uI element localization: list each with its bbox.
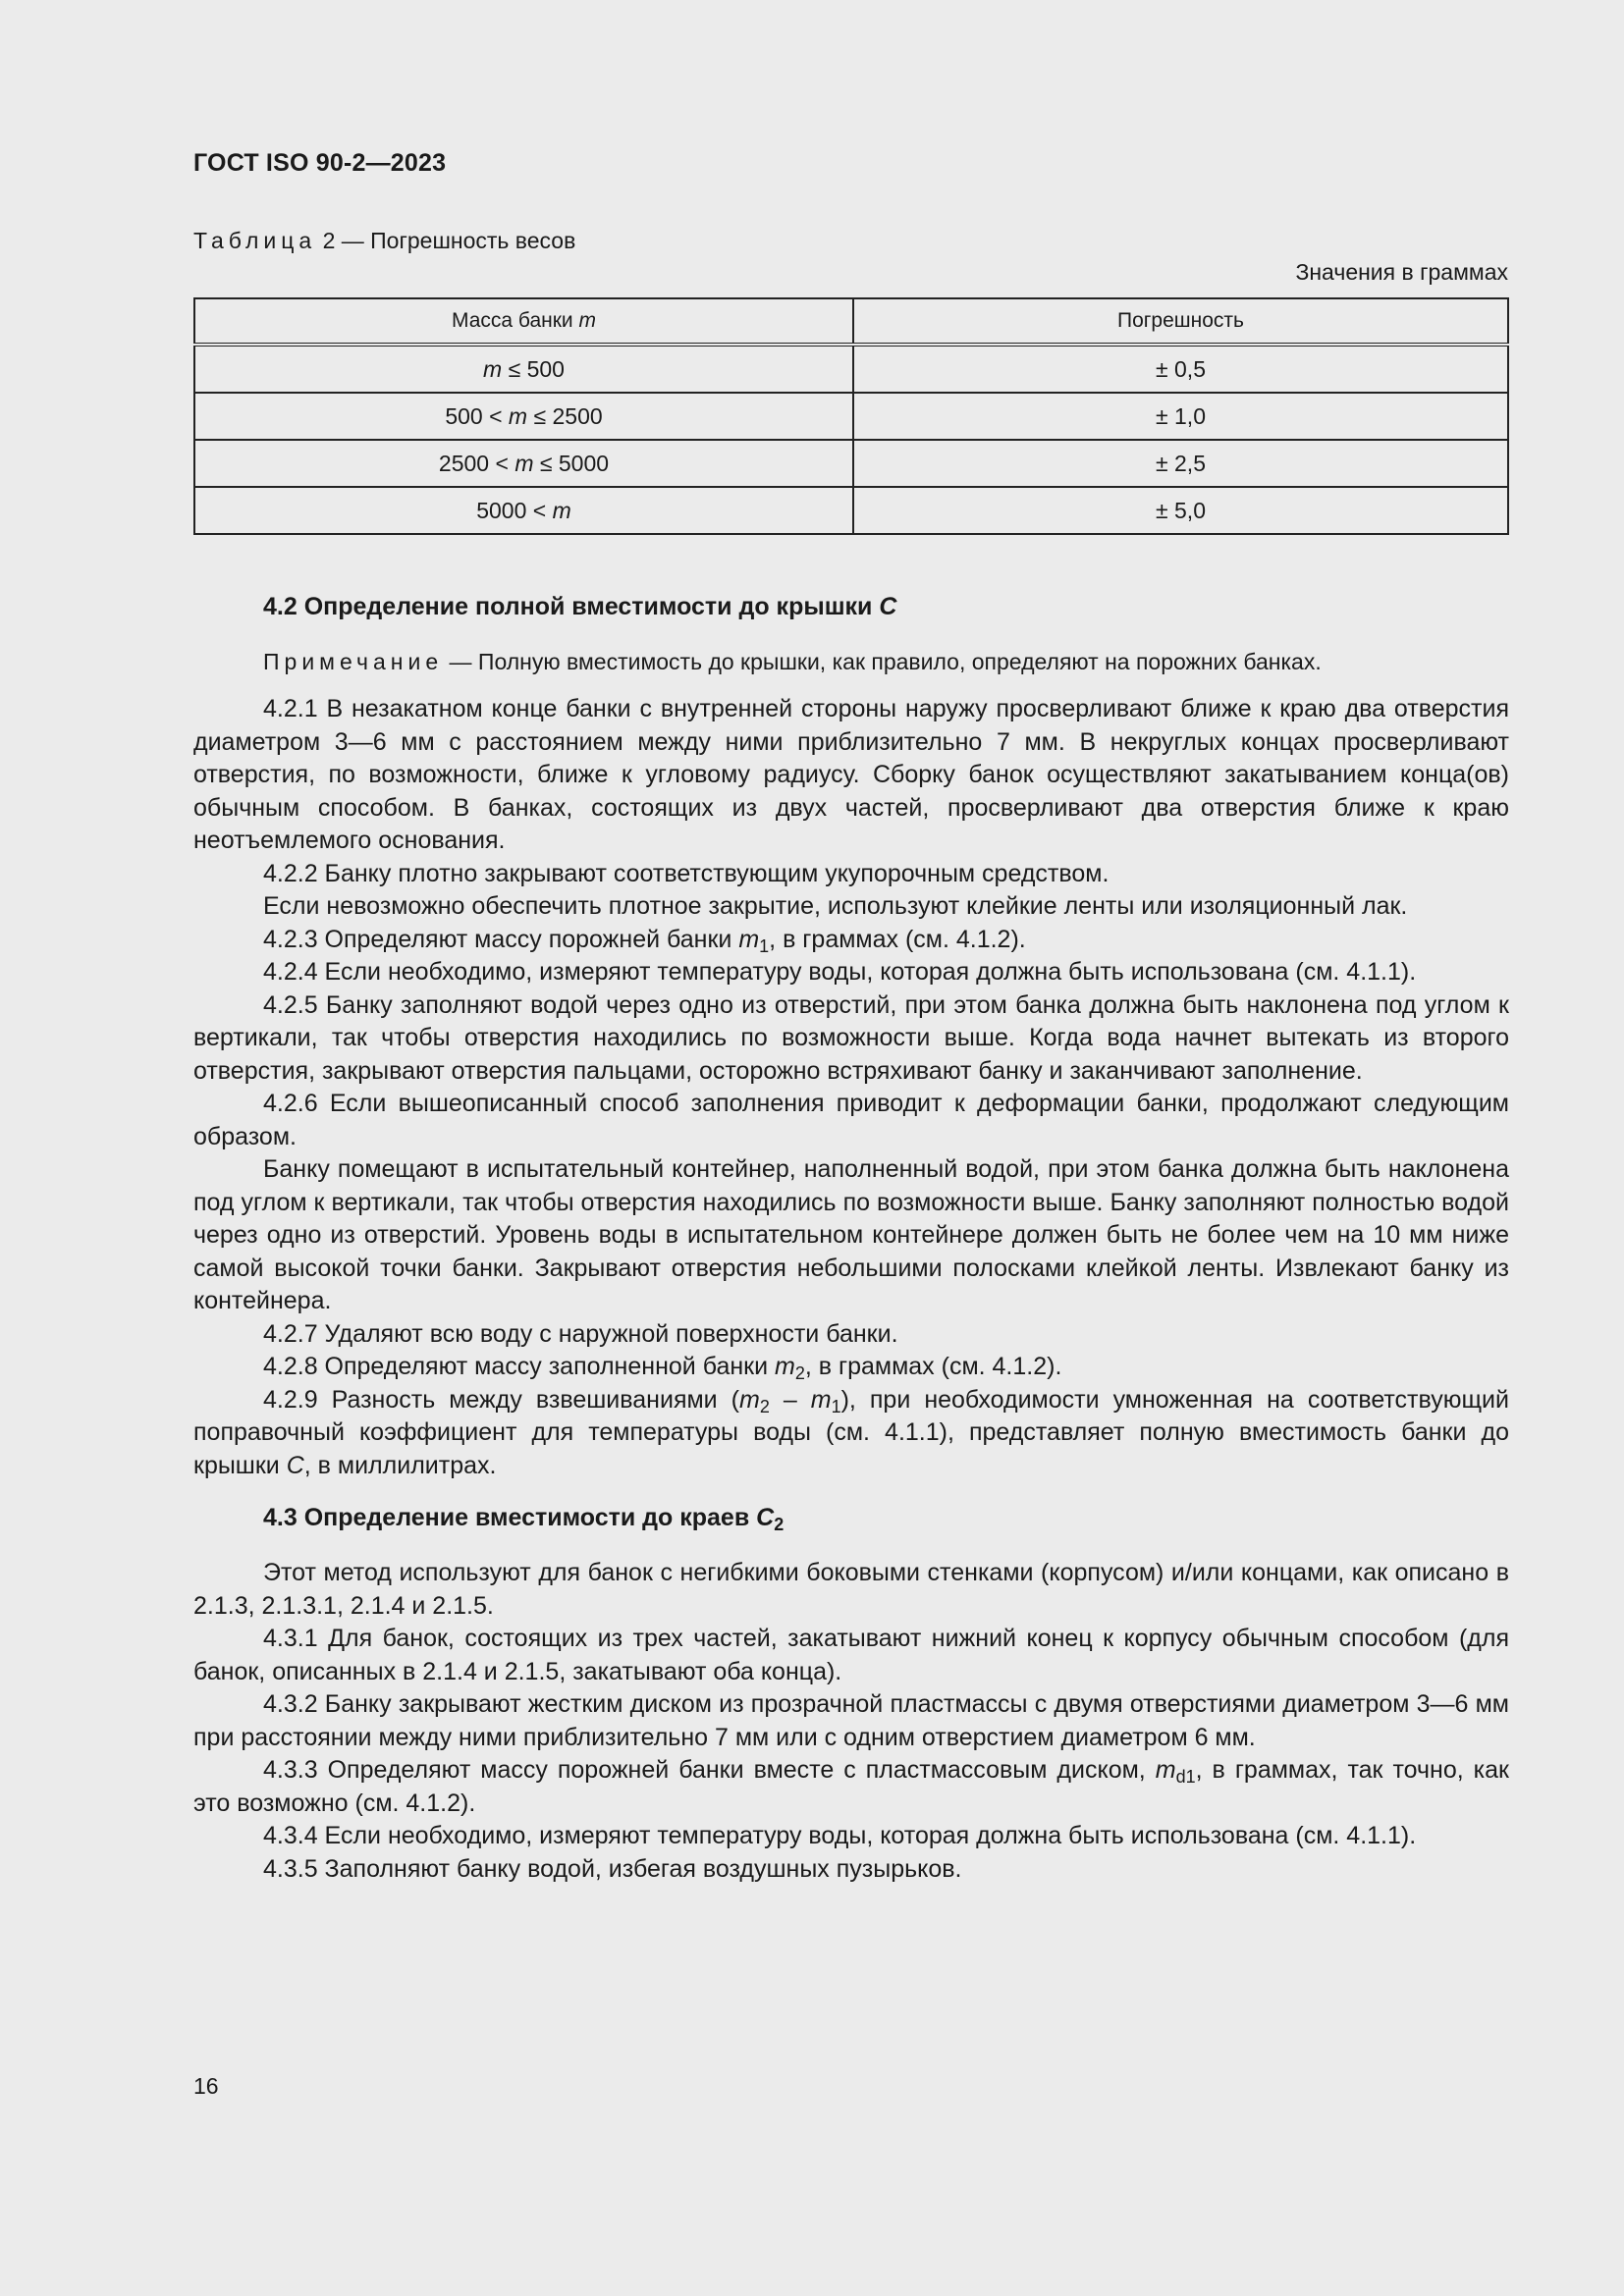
table-row bbox=[194, 393, 1508, 440]
paragraph-4-2-8: 4.2.8 Определяют массу заполненной банки $m_2$, в граммах (см. 4.1.2). bbox=[263, 1353, 1062, 1384]
paragraph-4-2-5: 4.2.5 Банку заполняют водой через одно из отверстий, при этом банка должна быть наклонена под углом к вертикали, так чтобы отверстия находились по возможности выше. Когда вода начнет вытекать из второго отверстия, закрывают отверстия пальцами, осторожно встряхивают банку и заканчивают заполнение. bbox=[193, 990, 1509, 1085]
page-number: 16 bbox=[193, 2073, 219, 2099]
paragraph-4-2-3: 4.2.3 Определяют массу порожней банки $m_1$, в граммах (см. 4.1.2). bbox=[263, 925, 1026, 956]
document-body bbox=[193, 587, 1509, 1886]
table-caption bbox=[193, 228, 575, 254]
mass-range-cell: 2500 < m ≤ 5000 bbox=[194, 440, 853, 487]
paragraph-4-2-7: 4.2.7 Удаляют всю воду с наружной поверхности банки. bbox=[263, 1319, 898, 1348]
paragraph-4-3-5: 4.3.5 Заполняют банку водой, избегая воздушных пузырьков. bbox=[263, 1854, 962, 1883]
paragraph-4-3-1: 4.3.1 Для банок, состоящих из трех частей, закатывают нижний конец к корпусу обычным способом (для банок, описанных в 2.1.4 и 2.1.5, закатывают оба конца). bbox=[193, 1625, 1509, 1685]
mass-range-cell: 5000 < m bbox=[194, 487, 853, 534]
weighing-error-table bbox=[193, 297, 1509, 535]
table-caption-text: 2 — Погрешность весов bbox=[322, 228, 576, 253]
error-value-cell: ± 1,0 bbox=[853, 393, 1508, 440]
paragraph-4-2-2: 4.2.2 Банку плотно закрывают соответствующим укупорочным средством. bbox=[263, 859, 1110, 887]
note: Примечание — Полную вместимость до крышки, как правило, определяют на порожних банках. bbox=[263, 649, 1322, 674]
column-header-error: Погрешность bbox=[853, 298, 1508, 345]
table-units: Значения в граммах bbox=[1295, 259, 1508, 285]
table-caption-prefix: Таблица bbox=[193, 228, 317, 253]
column-header-mass: Масса банки m bbox=[194, 298, 853, 345]
paragraph-4-2-6: 4.2.6 Если вышеописанный способ заполнения приводит к деформации банки, продолжают следующим образом. bbox=[193, 1090, 1509, 1150]
paragraph-4-3-3: 4.3.3 Определяют массу порожней банки вместе с пластмассовым диском, $m_{d1}$, в граммах, так точно, как это возможно (см. 4.1.2). bbox=[193, 1756, 1509, 1817]
standard-title: ГОСТ ISO 90-2—2023 bbox=[193, 149, 447, 177]
error-value-cell: ± 5,0 bbox=[853, 487, 1508, 534]
paragraph-4-3-intro: Этот метод используют для банок с негибкими боковыми стенками (корпусом) и/или концами, как описано в 2.1.3, 2.1.3.1, 2.1.4 и 2.1.5. bbox=[193, 1559, 1509, 1620]
paragraph-4-2-6-cont: Банку помещают в испытательный контейнер, наполненный водой, при этом банка должна быть наклонена под углом к вертикали, так чтобы отверстия находились по возможности выше. Банку заполняют полностью водой через одно из отверстий. Уровень воды в испытательном контейнере должен быть не более чем на 10 мм ниже самой высокой точки банки. Закрывают отверстия небольшими полосками клейкой ленты. Извлекают банку из контейнера. bbox=[193, 1155, 1509, 1314]
section-heading-4-3: 4.3 Определение вместимости до краев $C_2$ bbox=[263, 1504, 785, 1535]
paragraph-4-2-9: 4.2.9 Разность между взвешиваниями $(m_2 - m_1)$, при необходимости умноженная на соответствующий поправочный коэффициент для температуры воды (см. 4.1.1), представляет полную вместимость банки до крышки C, в миллилитрах. bbox=[193, 1385, 1509, 1479]
paragraph-4-2-2-cont: Если невозможно обеспечить плотное закрытие, используют клейкие ленты или изоляционный лак. bbox=[263, 892, 1408, 920]
table-header-row bbox=[194, 298, 1508, 345]
table-row bbox=[194, 345, 1508, 393]
table-row bbox=[194, 440, 1508, 487]
paragraph-4-3-2: 4.3.2 Банку закрывают жестким диском из прозрачной пластмассы с двумя отверстиями диаметром 3—6 мм при расстоянии между ними приблизительно 7 мм или с одним отверстием диаметром 6 мм. bbox=[193, 1690, 1509, 1751]
mass-range-cell: m ≤ 500 bbox=[194, 345, 853, 393]
error-value-cell: ± 0,5 bbox=[853, 345, 1508, 393]
paragraph-4-3-4: 4.3.4 Если необходимо, измеряют температуру воды, которая должна быть использована (см. 4.1.1). bbox=[263, 1822, 1417, 1849]
section-heading-4-2: 4.2 Определение полной вместимости до крышки C bbox=[263, 593, 897, 620]
paragraph-4-2-1: 4.2.1 В незакатном конце банки с внутренней стороны наружу просверливают ближе к краю два отверстия диаметром 3—6 мм с расстоянием между ними приблизительно 7 мм. В некруглых концах просверливают отверстия, по возможности, ближе к угловому радиусу. Сборку банок осуществляют закатыванием конца(ов) обычным способом. В банках, состоящих из двух частей, просверливают два отверстия ближе к краю неотъемлемого основания. bbox=[193, 695, 1509, 854]
paragraph-4-2-4: 4.2.4 Если необходимо, измеряют температуру воды, которая должна быть использована (см. 4.1.1). bbox=[263, 958, 1417, 986]
table-row bbox=[194, 487, 1508, 534]
mass-range-cell: 500 < m ≤ 2500 bbox=[194, 393, 853, 440]
error-value-cell: ± 2,5 bbox=[853, 440, 1508, 487]
